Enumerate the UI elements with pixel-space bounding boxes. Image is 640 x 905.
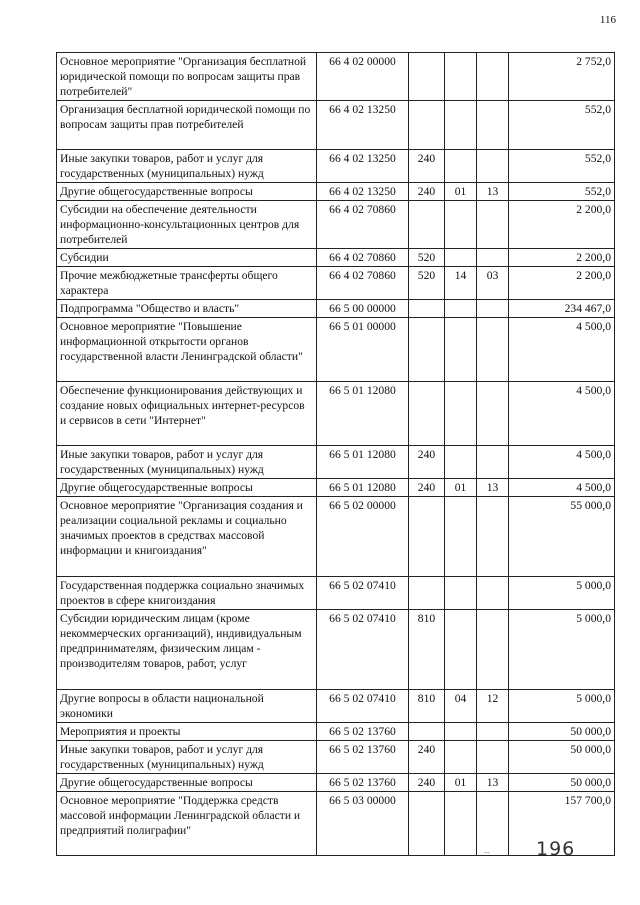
table-row [57, 479, 615, 497]
cell-expense-type: 240 [409, 479, 445, 497]
cell-target-code: 66 5 02 07410 [317, 577, 409, 610]
cell-expense-type: 520 [409, 249, 445, 267]
cell-section [445, 300, 477, 318]
cell-subsection [477, 318, 509, 382]
cell-name: Основное мероприятие "Организация бесплатной юридической помощи по вопросам защиты прав потребителей" [57, 53, 317, 101]
cell-section [445, 201, 477, 249]
cell-target-code: 66 5 01 12080 [317, 479, 409, 497]
cell-subsection [477, 201, 509, 249]
cell-subsection [477, 741, 509, 774]
cell-amount: 4 500,0 [509, 318, 615, 382]
table-row [57, 53, 615, 101]
cell-amount: 4 500,0 [509, 479, 615, 497]
table-row [57, 249, 615, 267]
cell-expense-type [409, 53, 445, 101]
cell-name: Основное мероприятие "Повышение информационной открытости органов государственной власти Ленинградской области" [57, 318, 317, 382]
cell-subsection [477, 150, 509, 183]
table-row [57, 690, 615, 723]
cell-expense-type [409, 382, 445, 446]
cell-target-code: 66 5 01 12080 [317, 446, 409, 479]
cell-subsection [477, 382, 509, 446]
table-row [57, 610, 615, 690]
cell-name: Подпрограмма "Общество и власть" [57, 300, 317, 318]
cell-amount: 55 000,0 [509, 497, 615, 577]
table-row [57, 792, 615, 856]
cell-amount: 552,0 [509, 101, 615, 150]
table-row [57, 774, 615, 792]
cell-name: Основное мероприятие "Организация создания и реализации социальной рекламы и социально значимых проектов в средствах массовой информации и книгоиздания" [57, 497, 317, 577]
cell-expense-type [409, 101, 445, 150]
cell-target-code: 66 5 02 13760 [317, 723, 409, 741]
cell-target-code: 66 4 02 70860 [317, 249, 409, 267]
cell-target-code: 66 4 02 00000 [317, 53, 409, 101]
cell-amount: 5 000,0 [509, 610, 615, 690]
cell-amount: 234 467,0 [509, 300, 615, 318]
cell-expense-type [409, 318, 445, 382]
cell-subsection [477, 249, 509, 267]
table-row [57, 577, 615, 610]
footer-dash: -- [484, 848, 490, 857]
cell-target-code: 66 5 02 07410 [317, 690, 409, 723]
cell-name: Иные закупки товаров, работ и услуг для государственных (муниципальных) нужд [57, 150, 317, 183]
table-row [57, 723, 615, 741]
cell-subsection [477, 446, 509, 479]
cell-name: Другие вопросы в области национальной экономики [57, 690, 317, 723]
cell-amount: 2 200,0 [509, 267, 615, 300]
cell-section [445, 101, 477, 150]
cell-amount: 4 500,0 [509, 382, 615, 446]
cell-subsection: 13 [477, 183, 509, 201]
cell-section: 01 [445, 774, 477, 792]
cell-target-code: 66 4 02 70860 [317, 201, 409, 249]
table-row [57, 150, 615, 183]
cell-amount: 2 200,0 [509, 249, 615, 267]
cell-amount: 552,0 [509, 150, 615, 183]
cell-amount: 50 000,0 [509, 723, 615, 741]
cell-name: Обеспечение функционирования действующих и создание новых официальных интернет-ресурсов и сервисов в сети "Интернет" [57, 382, 317, 446]
cell-target-code: 66 4 02 70860 [317, 267, 409, 300]
cell-section [445, 382, 477, 446]
cell-expense-type: 810 [409, 610, 445, 690]
cell-section: 14 [445, 267, 477, 300]
cell-section [445, 741, 477, 774]
cell-expense-type: 810 [409, 690, 445, 723]
cell-subsection [477, 300, 509, 318]
cell-target-code: 66 5 01 12080 [317, 382, 409, 446]
table-row [57, 267, 615, 300]
cell-expense-type [409, 792, 445, 856]
cell-section [445, 249, 477, 267]
cell-amount: 552,0 [509, 183, 615, 201]
cell-section [445, 318, 477, 382]
cell-name: Иные закупки товаров, работ и услуг для государственных (муниципальных) нужд [57, 741, 317, 774]
cell-section [445, 150, 477, 183]
cell-target-code: 66 4 02 13250 [317, 101, 409, 150]
cell-name: Основное мероприятие "Поддержка средств массовой информации Ленинградской области и предприятий полиграфии" [57, 792, 317, 856]
cell-name: Государственная поддержка социально значимых проектов в сфере книгоиздания [57, 577, 317, 610]
budget-table [56, 52, 615, 856]
cell-subsection [477, 610, 509, 690]
cell-expense-type: 520 [409, 267, 445, 300]
cell-section [445, 610, 477, 690]
cell-subsection: 13 [477, 774, 509, 792]
table-row [57, 382, 615, 446]
cell-section: 01 [445, 479, 477, 497]
cell-amount: 2 200,0 [509, 201, 615, 249]
cell-amount: 5 000,0 [509, 577, 615, 610]
table-row [57, 300, 615, 318]
cell-target-code: 66 5 00 00000 [317, 300, 409, 318]
cell-section [445, 497, 477, 577]
cell-amount: 5 000,0 [509, 690, 615, 723]
cell-amount: 50 000,0 [509, 741, 615, 774]
cell-name: Мероприятия и проекты [57, 723, 317, 741]
cell-target-code: 66 5 02 13760 [317, 774, 409, 792]
cell-name: Субсидии на обеспечение деятельности информационно-консультационных центров для потребителей [57, 201, 317, 249]
cell-subsection [477, 577, 509, 610]
table-row [57, 201, 615, 249]
cell-expense-type: 240 [409, 774, 445, 792]
cell-section: 04 [445, 690, 477, 723]
cell-target-code: 66 4 02 13250 [317, 150, 409, 183]
cell-name: Организация бесплатной юридической помощи по вопросам защиты прав потребителей [57, 101, 317, 150]
cell-name: Субсидии юридическим лицам (кроме некоммерческих организаций), индивидуальным предпринимателям, физическим лицам - производителям товаров, работ, услуг [57, 610, 317, 690]
table-row [57, 101, 615, 150]
page-number: 116 [599, 14, 616, 26]
cell-subsection: 12 [477, 690, 509, 723]
sheet-stamp-number: 196 [536, 838, 576, 860]
cell-expense-type [409, 300, 445, 318]
table-row [57, 183, 615, 201]
cell-expense-type [409, 497, 445, 577]
cell-name: Субсидии [57, 249, 317, 267]
cell-expense-type [409, 201, 445, 249]
cell-subsection [477, 723, 509, 741]
cell-subsection [477, 497, 509, 577]
table-row [57, 446, 615, 479]
cell-expense-type: 240 [409, 741, 445, 774]
cell-section [445, 723, 477, 741]
cell-expense-type [409, 723, 445, 741]
cell-section [445, 53, 477, 101]
cell-target-code: 66 5 02 00000 [317, 497, 409, 577]
cell-subsection [477, 53, 509, 101]
cell-amount: 50 000,0 [509, 774, 615, 792]
cell-expense-type: 240 [409, 446, 445, 479]
cell-subsection [477, 792, 509, 856]
cell-expense-type: 240 [409, 150, 445, 183]
cell-target-code: 66 5 02 07410 [317, 610, 409, 690]
table-row [57, 318, 615, 382]
table-row [57, 741, 615, 774]
cell-section: 01 [445, 183, 477, 201]
cell-expense-type [409, 577, 445, 610]
cell-name: Другие общегосударственные вопросы [57, 479, 317, 497]
cell-target-code: 66 4 02 13250 [317, 183, 409, 201]
cell-name: Другие общегосударственные вопросы [57, 183, 317, 201]
cell-name: Прочие межбюджетные трансферты общего характера [57, 267, 317, 300]
cell-subsection: 03 [477, 267, 509, 300]
cell-section [445, 577, 477, 610]
cell-section [445, 446, 477, 479]
cell-name: Другие общегосударственные вопросы [57, 774, 317, 792]
cell-target-code: 66 5 03 00000 [317, 792, 409, 856]
cell-subsection: 13 [477, 479, 509, 497]
cell-name: Иные закупки товаров, работ и услуг для государственных (муниципальных) нужд [57, 446, 317, 479]
cell-amount: 157 700,0 [509, 792, 615, 856]
cell-target-code: 66 5 01 00000 [317, 318, 409, 382]
cell-subsection [477, 101, 509, 150]
cell-section [445, 792, 477, 856]
cell-amount: 2 752,0 [509, 53, 615, 101]
cell-target-code: 66 5 02 13760 [317, 741, 409, 774]
table-row [57, 497, 615, 577]
cell-amount: 4 500,0 [509, 446, 615, 479]
cell-expense-type: 240 [409, 183, 445, 201]
